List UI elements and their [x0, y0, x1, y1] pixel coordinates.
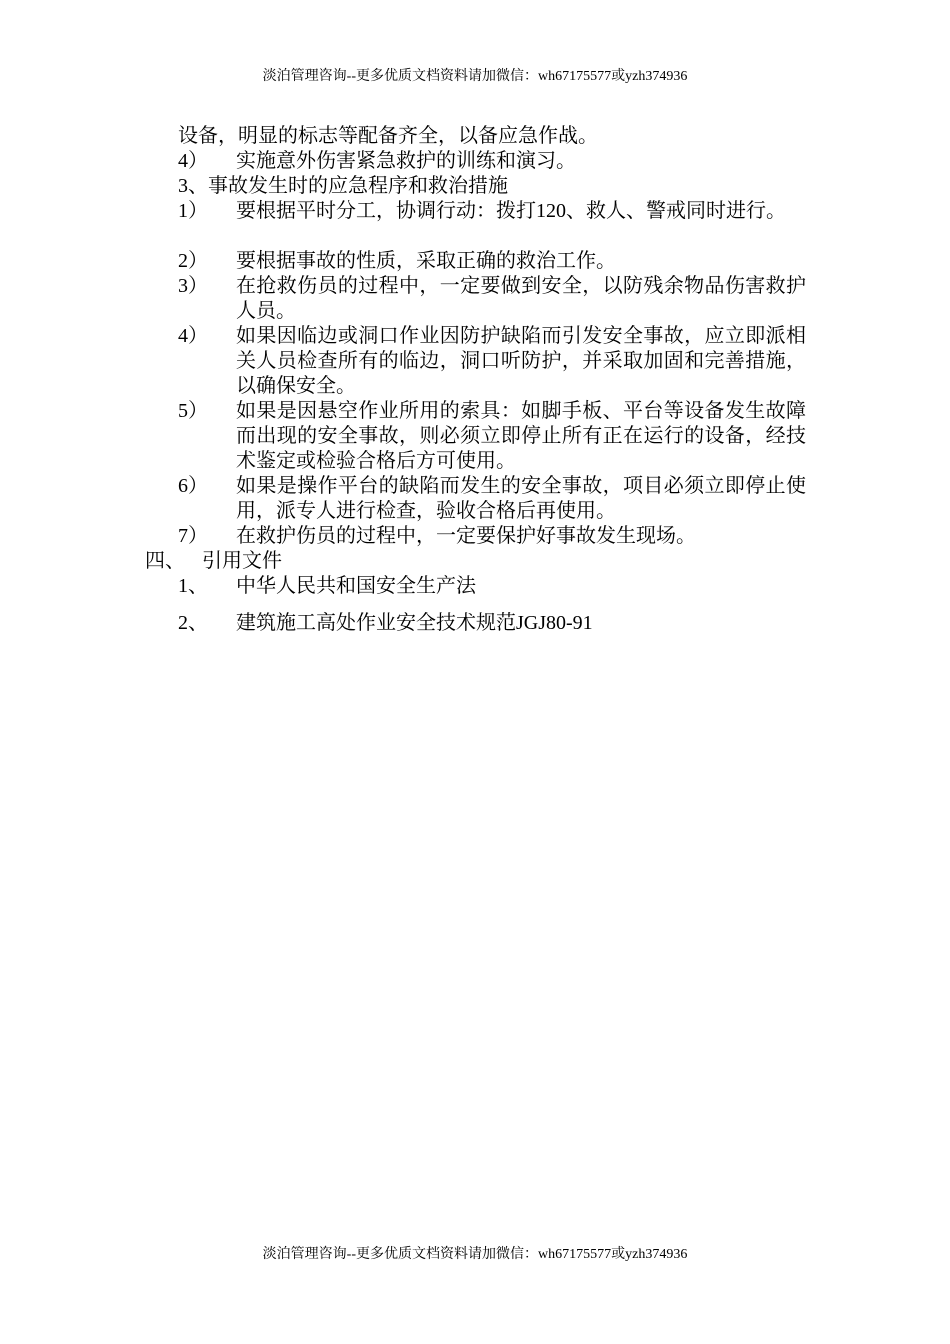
- reference-number: 1、: [178, 575, 208, 597]
- reference-text: 中华人民共和国安全生产法: [236, 575, 476, 597]
- list-number: 3）: [178, 275, 208, 297]
- continuation-line: 设备，明显的标志等配备齐全，以备应急作战。: [178, 125, 598, 147]
- reference-number: 2、: [178, 612, 208, 634]
- section-heading: 3、事故发生时的应急程序和救治措施: [178, 175, 508, 197]
- list-item: [178, 274, 806, 324]
- list-item: [178, 474, 806, 524]
- list-number: 4）: [178, 150, 208, 172]
- reference-text: 建筑施工高处作业安全技术规范JGJ80-91: [236, 612, 593, 634]
- list-text: 如果因临边或洞口作业因防护缺陷而引发安全事故，应立即派相关人员检查所有的临边，洞口听防护，并采取加固和完善措施，以确保安全。: [236, 325, 806, 397]
- list-number: 7）: [178, 525, 208, 547]
- page-header: 淡泊管理咨询--更多优质文档资料请加微信：wh67175577或yzh374936: [262, 69, 688, 84]
- section-title: 引用文件: [202, 550, 282, 572]
- list-text: 如果是操作平台的缺陷而发生的安全事故，项目必须立即停止使用，派专人进行检查，验收合格后再使用。: [236, 475, 806, 522]
- list-item: [178, 524, 806, 549]
- list-text: 在救护伤员的过程中，一定要保护好事故发生现场。: [236, 525, 696, 547]
- list-text: 要根据平时分工，协调行动：拨打120、救人、警戒同时进行。: [236, 200, 786, 222]
- list-number: 6）: [178, 475, 208, 497]
- list-text: 如果是因悬空作业所用的索具：如脚手板、平台等设备发生故障而出现的安全事故，则必须立即停止所有正在运行的设备，经技术鉴定或检验合格后方可使用。: [236, 400, 806, 472]
- page-footer: 淡泊管理咨询--更多优质文档资料请加微信：wh67175577或yzh374936: [262, 1247, 688, 1262]
- list-number: 1）: [178, 200, 208, 222]
- list-number: 5）: [178, 400, 208, 422]
- list-item: [178, 199, 806, 224]
- list-item: [178, 149, 806, 174]
- list-text: 要根据事故的性质，采取正确的救治工作。: [236, 250, 616, 272]
- reference-item: [178, 574, 806, 599]
- list-item: [178, 324, 806, 399]
- list-item: [178, 399, 806, 474]
- section-number: 四、: [145, 550, 185, 572]
- list-number: 2）: [178, 250, 208, 272]
- list-text: 在抢救伤员的过程中，一定要做到安全，以防残余物品伤害救护人员。: [236, 275, 806, 322]
- list-number: 4）: [178, 325, 208, 347]
- list-item: [178, 249, 806, 274]
- list-text: 实施意外伤害紧急救护的训练和演习。: [236, 150, 576, 172]
- reference-item: [178, 611, 806, 636]
